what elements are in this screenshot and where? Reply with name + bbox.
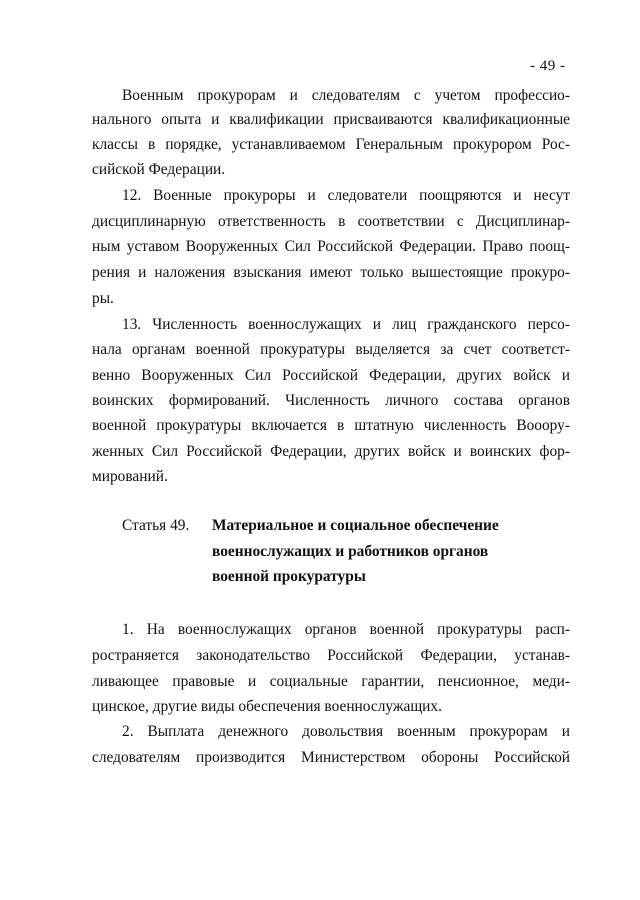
text-line: мирований. xyxy=(92,468,168,485)
article-label: Статья 49. xyxy=(122,517,190,534)
text-line: нального опыта и квалификации присваиваются квалификационные xyxy=(92,111,570,128)
text-line: сийской Федерации. xyxy=(92,161,226,178)
text-line: рения и наложения взыскания имеют только вышестоящие прокуро- xyxy=(92,264,570,281)
text-line: ры. xyxy=(92,290,114,307)
text-line: 2. Выплата денежного довольствия военным прокурорам и xyxy=(122,723,570,740)
text-line: нала органам военной прокуратуры выделяется за счет соответст- xyxy=(92,341,570,358)
article-title-line: военной прокуратуры xyxy=(212,568,366,585)
text-line: военной прокуратуры включается в штатную численность Вооору- xyxy=(92,417,570,434)
text-line: классы в порядке, устанавливаемом Генеральным прокурором Рос- xyxy=(92,136,570,153)
text-line: дисциплинарную ответственность в соответствии с Дисциплинар- xyxy=(92,213,570,230)
article-title-line: Материальное и социальное обеспечение xyxy=(212,517,499,534)
text-line: женных Сил Российской Федерации, других войск и воинских фор- xyxy=(92,443,570,460)
text-line: воинских формирований. Численность личного состава органов xyxy=(92,392,570,409)
text-line: 12. Военные прокуроры и следователи поощряются и несут xyxy=(122,187,570,204)
text-line: 13. Численность военнослужащих и лиц гражданского персо- xyxy=(122,316,570,333)
article-title-line: военнослужащих и работников органов xyxy=(212,543,489,560)
page-number: - 49 - xyxy=(530,58,566,74)
text-line: 1. На военнослужащих органов военной прокуратуры расп- xyxy=(122,621,570,638)
text-line: следователям производится Министерством обороны Российской xyxy=(92,749,570,766)
text-line: ным уставом Вооруженных Сил Российской Федерации. Право поощ- xyxy=(92,238,570,255)
text-line: ливающее правовые и социальные гарантии, пенсионное, меди- xyxy=(92,673,570,690)
text-line: Военным прокурорам и следователям с учетом профессио- xyxy=(122,87,570,104)
text-line: ространяется законодательство Российской Федерации, устанав- xyxy=(92,647,570,664)
text-line: венно Вооруженных Сил Российской Федерации, других войск и xyxy=(92,367,570,384)
text-line: цинское, другие виды обеспечения военнослужащих. xyxy=(92,698,442,715)
